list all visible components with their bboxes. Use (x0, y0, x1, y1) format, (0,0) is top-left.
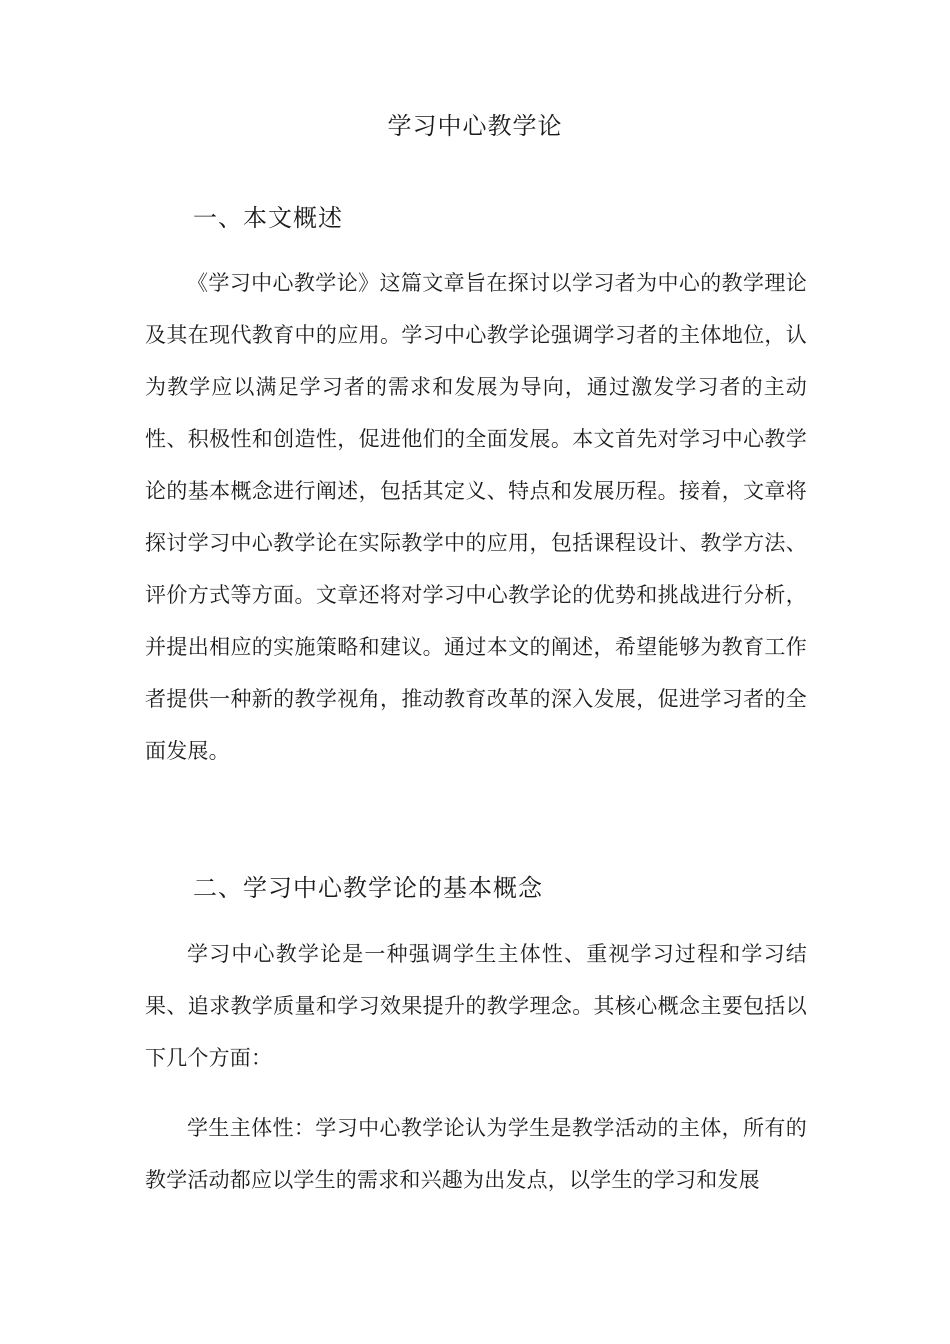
paragraph-overview: 《学习中心教学论》这篇文章旨在探讨以学习者为中心的教学理论及其在现代教育中的应用。学习中心教学论强调学习者的主体地位，认为教学应以满足学习者的需求和发展为导向，通过激发学习者的主动性、积极性和创造性，促进他们的全面发展。本文首先对学习中心教学论的基本概念进行阐述，包括其定义、特点和发展历程。接着，文章将探讨学习中心教学论在实际教学中的应用，包括课程设计、教学方法、评价方式等方面。文章还将对学习中心教学论的优势和挑战进行分析，并提出相应的实施策略和建议。通过本文的阐述，希望能够为教育工作者提供一种新的教学视角，推动教育改革的深入发展，促进学习者的全面发展。 (145, 271, 807, 763)
paragraph-concepts-intro: 学习中心教学论是一种强调学生主体性、重视学习过程和学习结果、追求教学质量和学习效果提升的教学理念。其核心概念主要包括以下几个方面： (145, 942, 807, 1070)
paragraph-student-subjectivity: 学生主体性：学习中心教学论认为学生是教学活动的主体，所有的教学活动都应以学生的需求和兴趣为出发点，以学生的学习和发展 (145, 1116, 807, 1192)
section-heading-basic-concepts: 二、学习中心教学论的基本概念 (193, 874, 543, 902)
section-heading-overview: 一、本文概述 (193, 204, 343, 232)
document-title: 学习中心教学论 (387, 112, 563, 140)
